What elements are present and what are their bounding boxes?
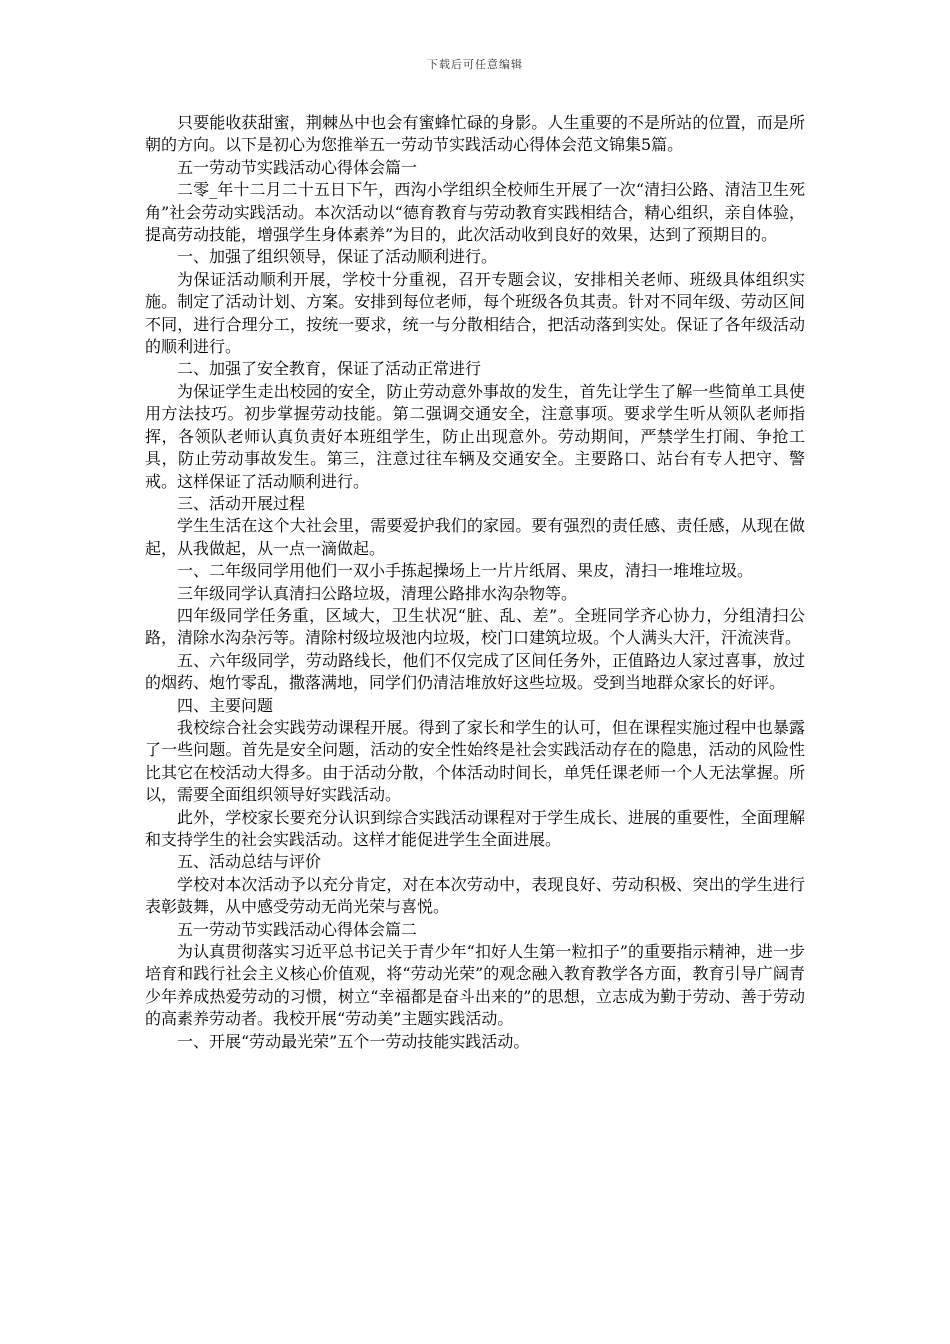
paragraph: 三年级同学认真清扫公路垃圾，清理公路排水沟杂物等。 xyxy=(177,583,578,603)
paragraph: 我校综合社会实践劳动课程开展。得到了家长和学生的认可，但在课程实施过程中也暴露了一些问题。首先是安全问题，活动的安全性始终是社会实践活动存在的隐患，活动的风险性比其它在校活动大得多。由于活动分散，个体活动时间长，单凭任课老师一个人无法掌握。所以，需要全面组织领导好实践活动。 xyxy=(145,717,805,805)
paragraph: 此外，学校家长要充分认识到综合实践活动课程对于学生成长、进展的重要性，全面理解和支持学生的社会实践活动。这样才能促进学生全面进展。 xyxy=(145,807,805,849)
paragraph: 一、加强了组织领导，保证了活动顺利进行。 xyxy=(177,247,498,267)
paragraph: 为认真贯彻落实习近平总书记关于青少年“扣好人生第一粒扣子”的重要指示精神，进一步培育和践行社会主义核心价值观，将“劳动光荣”的观念融入教育教学各方面，教育引导广阔青少年养成热爱劳动的习惯，树立“幸福都是奋斗出来的”的思想，立志成为勤于劳动、善于劳动的高素养劳动者。我校开展“劳动美”主题实践活动。 xyxy=(145,942,805,1029)
document-body xyxy=(145,112,805,1053)
paragraph: 五、活动总结与评价 xyxy=(177,852,322,872)
paragraph: 一、二年级同学用他们一双小手拣起操场上一片片纸屑、果皮，清扫一堆堆垃圾。 xyxy=(177,561,754,581)
paragraph: 为保证学生走出校园的安全，防止劳动意外事故的发生，首先让学生了解一些简单工具使用方法技巧。初步掌握劳动技能。第二强调交通安全，注意事项。要求学生听从领队老师指挥，各领队老师认真负责好本班组学生，防止出现意外。劳动期间，严禁学生打闹、争抢工具，防止劳动事故发生。第三，注意过往车辆及交通安全。主要路口、站台有专人把守、警戒。这样保证了活动顺利进行。 xyxy=(145,381,805,491)
paragraph: 四年级同学任务重，区域大，卫生状况“脏、乱、差”。全班同学齐心协力，分组清扫公路，清除水沟杂污等。清除村级垃圾池内垃圾，校门口建筑垃圾。个人满头大汗，汗流浃背。 xyxy=(145,605,805,648)
paragraph: 三、活动开展过程 xyxy=(177,493,306,513)
paragraph: 只要能收获甜蜜，荆棘丛中也会有蜜蜂忙碌的身影。人生重要的不是所站的位置，而是所朝的方向。以下是初心为您推举五一劳动节实践活动心得体会范文锦集5篇。 xyxy=(145,113,805,155)
paragraph: 五一劳动节实践活动心得体会篇二 xyxy=(177,919,418,939)
paragraph: 五、六年级同学，劳动路线长，他们不仅完成了区间任务外，正值路边人家过喜事，放过的烟药、炮竹零乱，撒落满地，同学们仍清洁堆放好这些垃圾。受到当地群众家长的好评。 xyxy=(145,650,805,693)
page-header: 下载后可任意编辑 xyxy=(427,58,523,71)
paragraph: 学校对本次活动予以充分肯定，对在本次劳动中，表现良好、劳动积极、突出的学生进行表彰鼓舞，从中感受劳动无尚光荣与喜悦。 xyxy=(145,874,805,917)
paragraph: 二零_年十二月二十五日下午，西沟小学组织全校师生开展了一次“清扫公路、清洁卫生死角”社会劳动实践活动。本次活动以“德育教育与劳动教育实践相结合，精心组织，亲自体验，提高劳动技能，增强学生身体素养”为目的，此次活动收到良好的效果，达到了预期目的。 xyxy=(145,180,805,245)
paragraph: 一、开展“劳动最光荣”五个一劳动技能实践活动。 xyxy=(177,1031,530,1051)
paragraph: 五一劳动节实践活动心得体会篇一 xyxy=(177,157,418,177)
paragraph: 为保证活动顺利开展，学校十分重视，召开专题会议，安排相关老师、班级具体组织实施。制定了活动计划、方案。安排到每位老师，每个班级各负其责。针对不同年级、劳动区间不同，进行合理分工，按统一要求，统一与分散相结合，把活动落到实处。保证了各年级活动的顺利进行。 xyxy=(145,269,805,357)
paragraph: 二、加强了安全教育，保证了活动正常进行 xyxy=(177,359,482,379)
paragraph: 学生生活在这个大社会里，需要爱护我们的家园。要有强烈的责任感、责任感，从现在做起，从我做起，从一点一滴做起。 xyxy=(145,516,805,558)
paragraph: 四、主要问题 xyxy=(177,695,274,715)
